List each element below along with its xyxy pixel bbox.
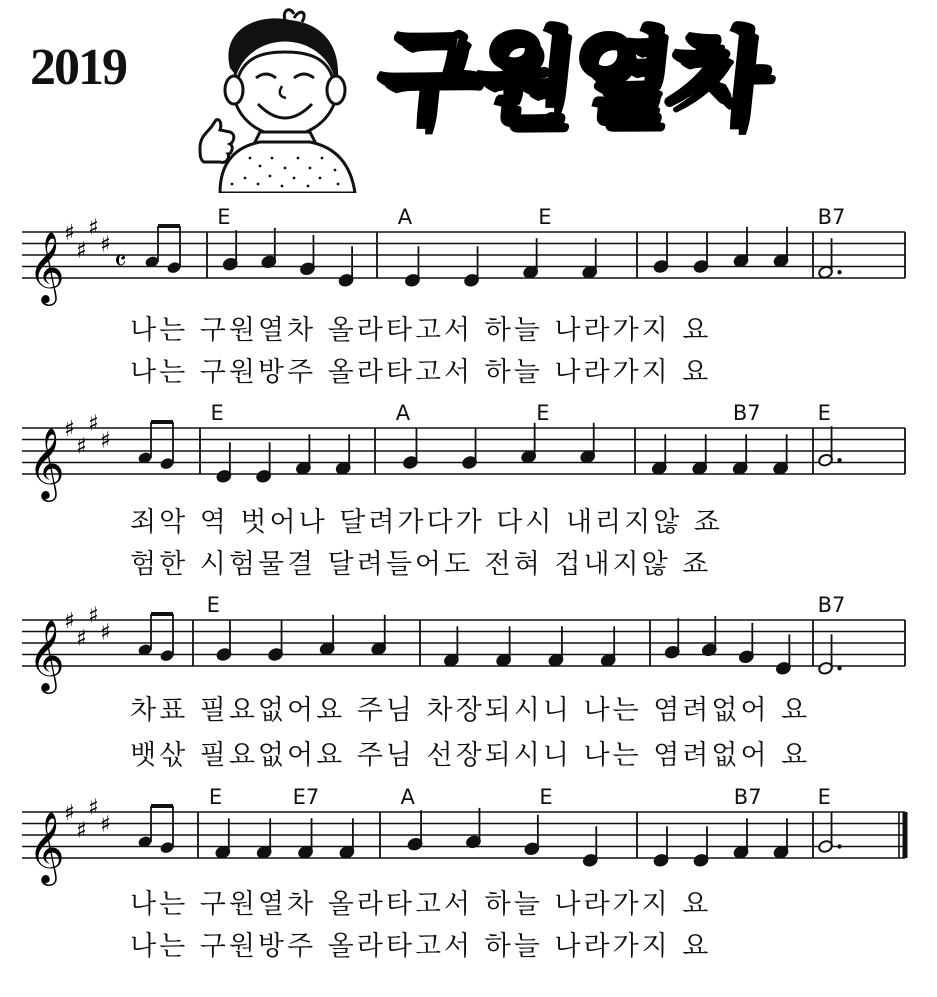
sharp-icon: ♯ [88,215,99,241]
sharp-icon: ♯ [64,609,75,634]
treble-clef-icon: 𝄞 [28,618,65,691]
sharp-icon: ♯ [64,221,75,246]
dot [837,666,841,670]
treble-clef-icon: 𝄞 [28,810,65,883]
sharp-icon: ♯ [76,238,87,264]
sharp-icon: ♯ [64,417,75,442]
song-title: 구원열차 [371,17,771,139]
lyric-line: 죄악 역 벗어나 달려가다가 다시 내리지않 죠 [130,507,723,538]
chord-symbol: E [538,205,552,229]
sharp-icon: ♯ [76,818,87,844]
dot [837,844,841,848]
lyric-line: 뱃삯 필요없어요 주님 선장되시니 나는 염려없어 요 [130,740,811,771]
chord-symbol: A [395,401,411,425]
lyric-line: 나는 구원열차 올라타고서 하늘 나라가지 요 [130,889,712,920]
lyric-line: 나는 구원열차 올라타고서 하늘 나라가지 요 [130,315,712,346]
chord-symbol: E [817,401,831,425]
chord-symbol: E [539,785,553,809]
year-label: 2019 [30,39,126,96]
chord-symbol: E [208,785,223,809]
common-time-icon: 𝄴 [114,244,127,278]
chord-symbol: E [206,593,220,617]
chord-symbol: B7 [817,593,846,617]
dot [837,270,841,274]
chord-symbol: B7 [817,205,846,229]
sharp-icon: ♯ [100,232,111,258]
chord-symbol: E [536,401,550,425]
lyric-line: 차표 필요없어요 주님 차장되시니 나는 염려없어 요 [130,695,811,726]
lyric-line: 나는 구원방주 올라타고서 하늘 나라가지 요 [130,931,712,962]
treble-clef-icon: 𝄞 [28,230,65,303]
sharp-icon: ♯ [100,620,111,646]
dot [837,458,841,462]
chord-symbol: A [397,205,413,229]
chord-symbol: E [817,785,831,809]
chord-symbol: E [217,205,231,229]
chord-symbol: B7 [733,785,762,809]
sharp-icon: ♯ [100,428,111,454]
treble-clef-icon: 𝄞 [28,426,65,499]
chord-symbol: E7 [292,785,320,809]
sharp-icon: ♯ [76,626,87,652]
sharp-icon: ♯ [88,603,99,629]
lyric-line: 나는 구원방주 올라타고서 하늘 나라가지 요 [130,357,712,388]
sharp-icon: ♯ [88,411,99,437]
chord-symbol: A [400,785,415,809]
sharp-icon: ♯ [100,812,111,838]
chord-symbol: B7 [732,401,761,425]
sharp-icon: ♯ [64,801,75,826]
sharp-icon: ♯ [76,434,87,460]
chord-symbol: E [210,401,224,425]
sharp-icon: ♯ [88,795,99,821]
lyric-line: 험한 시험물결 달려들어도 전혀 겁내지않 죠 [130,549,712,580]
